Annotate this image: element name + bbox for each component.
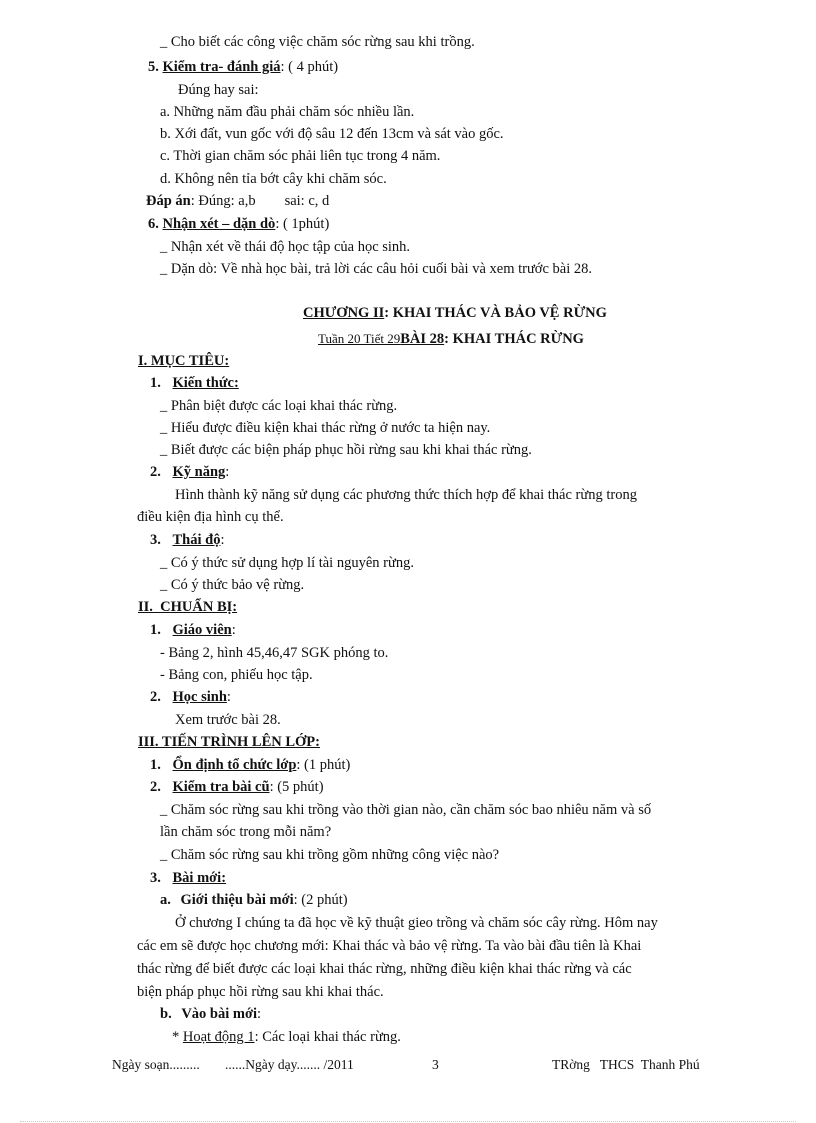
new-lesson-title: Bài mới: bbox=[172, 870, 227, 886]
objectives-heading: I. MỤC TIÊU: bbox=[138, 353, 230, 369]
old-lesson-check-number: 2. bbox=[150, 779, 161, 795]
class-order-heading bbox=[150, 757, 350, 774]
care-tasks-line: _ Cho biết các công việc chăm sóc rừng sau khi trồng. bbox=[160, 34, 475, 50]
true-false-label: Đúng hay sai: bbox=[178, 82, 259, 98]
section-6-number: 6. bbox=[148, 216, 159, 232]
skills-title: Kỹ năng bbox=[172, 464, 226, 480]
knowledge-item-2: _ Hiểu được điều kiện khai thác rừng ở nước ta hiện nay. bbox=[160, 420, 491, 436]
enter-lesson-letter: b. bbox=[160, 1006, 172, 1022]
teacher-item-1: - Bảng 2, hình 45,46,47 SGK phóng to. bbox=[160, 645, 389, 661]
lesson-title: : KHAI THÁC RỪNG bbox=[444, 331, 584, 347]
enter-lesson-title: Vào bài mới bbox=[181, 1006, 258, 1022]
question-d: d. Không nên tỉa bớt cây khi chăm sóc. bbox=[160, 171, 387, 187]
enter-lesson-colon: : bbox=[257, 1006, 262, 1022]
attitude-title: Thái độ bbox=[172, 532, 221, 548]
question-b: b. Xới đất, vun gốc với độ sâu 12 đến 13cm và sát vào gốc. bbox=[160, 126, 504, 142]
knowledge-title: Kiến thức: bbox=[172, 375, 239, 391]
knowledge-heading bbox=[150, 375, 239, 392]
section-5-title: Kiểm tra- đánh giá bbox=[162, 59, 281, 75]
section-6-title: Nhận xét – dặn dò bbox=[162, 216, 276, 232]
introduction-heading bbox=[160, 892, 348, 909]
activity-1-text: : Các loại khai thác rừng. bbox=[254, 1029, 401, 1045]
student-number: 2. bbox=[150, 689, 161, 705]
attitude-number: 3. bbox=[150, 532, 161, 548]
attitude-item-2: _ Có ý thức bảo vệ rừng. bbox=[160, 577, 305, 593]
activity-1-line bbox=[172, 1029, 401, 1046]
knowledge-item-3: _ Biết được các biện pháp phục hồi rừng sau khi khai thác rừng. bbox=[160, 442, 532, 458]
student-title: Học sinh bbox=[172, 689, 227, 705]
class-order-duration: : (1 phút) bbox=[296, 757, 351, 773]
knowledge-item-1: _ Phân biệt được các loại khai thác rừng. bbox=[160, 398, 398, 414]
lesson-label: BÀI 28 bbox=[400, 331, 445, 347]
class-order-number: 1. bbox=[150, 757, 161, 773]
intro-paragraph-line-3: thác rừng để biết được các loại khai thác rừng, những điều kiện khai thác rừng và các bbox=[137, 961, 632, 977]
activity-1-bullet: * bbox=[172, 1029, 183, 1045]
week-period: Tuần 20 Tiết 29 bbox=[318, 331, 401, 346]
new-lesson-heading bbox=[150, 870, 226, 887]
introduction-duration: : (2 phút) bbox=[293, 892, 348, 908]
question-c: c. Thời gian chăm sóc phải liên tục trong 4 năm. bbox=[160, 148, 441, 164]
teacher-colon: : bbox=[231, 622, 236, 638]
skills-text-line-2: điều kiện địa hình cụ thể. bbox=[137, 509, 284, 525]
homework-line: _ Dặn dò: Về nhà học bài, trả lời các câu hỏi cuối bài và xem trước bài 28. bbox=[160, 261, 593, 277]
section-6-duration: : ( 1phút) bbox=[275, 216, 330, 232]
introduction-letter: a. bbox=[160, 892, 171, 908]
introduction-title: Giới thiệu bài mới bbox=[180, 892, 294, 908]
answer-text: : Đúng: a,b sai: c, d bbox=[190, 193, 330, 209]
check-question-1-line-1: _ Chăm sóc rừng sau khi trồng vào thời gian nào, cần chăm sóc bao nhiêu năm và số bbox=[160, 802, 652, 818]
new-lesson-number: 3. bbox=[150, 870, 161, 886]
knowledge-number: 1. bbox=[150, 375, 161, 391]
question-a: a. Những năm đầu phải chăm sóc nhiều lần. bbox=[160, 104, 415, 120]
old-lesson-check-title: Kiểm tra bài cũ bbox=[172, 779, 270, 795]
old-lesson-check-heading bbox=[150, 779, 324, 796]
student-heading bbox=[150, 689, 231, 706]
student-item-1: Xem trước bài 28. bbox=[175, 712, 281, 728]
section-5-heading bbox=[148, 59, 338, 76]
footer-school-name: TRờng THCS Thanh Phú bbox=[552, 1057, 700, 1072]
enter-lesson-heading bbox=[160, 1006, 261, 1023]
footer-teaching-date: ......Ngày dạy....... /2011 bbox=[225, 1057, 354, 1072]
attitude-colon: : bbox=[220, 532, 225, 548]
page-bottom-divider bbox=[20, 1121, 796, 1122]
skills-heading bbox=[150, 464, 229, 481]
section-5-duration: : ( 4 phút) bbox=[280, 59, 339, 75]
attitude-heading bbox=[150, 532, 225, 549]
preparation-heading: II. CHUẨN BỊ: bbox=[138, 599, 238, 615]
class-order-title: Ổn định tổ chức lớp bbox=[172, 757, 297, 773]
section-5-number: 5. bbox=[148, 59, 159, 75]
intro-paragraph-line-2: các em sẽ được học chương mới: Khai thác và bảo vệ rừng. Ta vào bài đầu tiên là Khai bbox=[137, 938, 642, 954]
student-colon: : bbox=[226, 689, 231, 705]
skills-colon: : bbox=[225, 464, 230, 480]
check-question-1-line-2: lần chăm sóc trong mỗi năm? bbox=[160, 824, 332, 840]
lesson-heading bbox=[318, 331, 584, 348]
teacher-number: 1. bbox=[150, 622, 161, 638]
attitude-item-1: _ Có ý thức sử dụng hợp lí tài nguyên rừng. bbox=[160, 555, 414, 571]
activity-1-title: Hoạt động 1 bbox=[182, 1029, 255, 1045]
teacher-item-2: - Bảng con, phiếu học tập. bbox=[160, 667, 313, 683]
procedure-heading: III. TIẾN TRÌNH LÊN LỚP: bbox=[138, 734, 320, 750]
answer-line bbox=[146, 193, 329, 210]
skills-number: 2. bbox=[150, 464, 161, 480]
skills-text-line-1: Hình thành kỹ năng sử dụng các phương thức thích hợp để khai thác rừng trong bbox=[175, 487, 637, 503]
review-line: _ Nhận xét về thái độ học tập của học sinh. bbox=[160, 239, 411, 255]
check-question-2: _ Chăm sóc rừng sau khi trồng gồm những công việc nào? bbox=[160, 847, 500, 863]
footer-prepared-date: Ngày soạn......... bbox=[112, 1057, 200, 1072]
section-6-heading bbox=[148, 216, 329, 233]
teacher-heading bbox=[150, 622, 236, 639]
intro-paragraph-line-4: biện pháp phục hồi rừng sau khi khai thác. bbox=[137, 984, 384, 1000]
old-lesson-check-duration: : (5 phút) bbox=[269, 779, 324, 795]
chapter-title: : KHAI THÁC VÀ BẢO VỆ RỪNG bbox=[384, 305, 607, 321]
teacher-title: Giáo viên bbox=[172, 622, 232, 638]
intro-paragraph-line-1: Ở chương I chúng ta đã học về kỹ thuật gieo trồng và chăm sóc cây rừng. Hôm nay bbox=[175, 915, 658, 931]
answer-label: Đáp án bbox=[146, 193, 191, 209]
chapter-heading bbox=[303, 305, 607, 322]
footer-page-number: 3 bbox=[432, 1057, 439, 1072]
chapter-prefix: CHƯƠNG II bbox=[303, 305, 385, 321]
